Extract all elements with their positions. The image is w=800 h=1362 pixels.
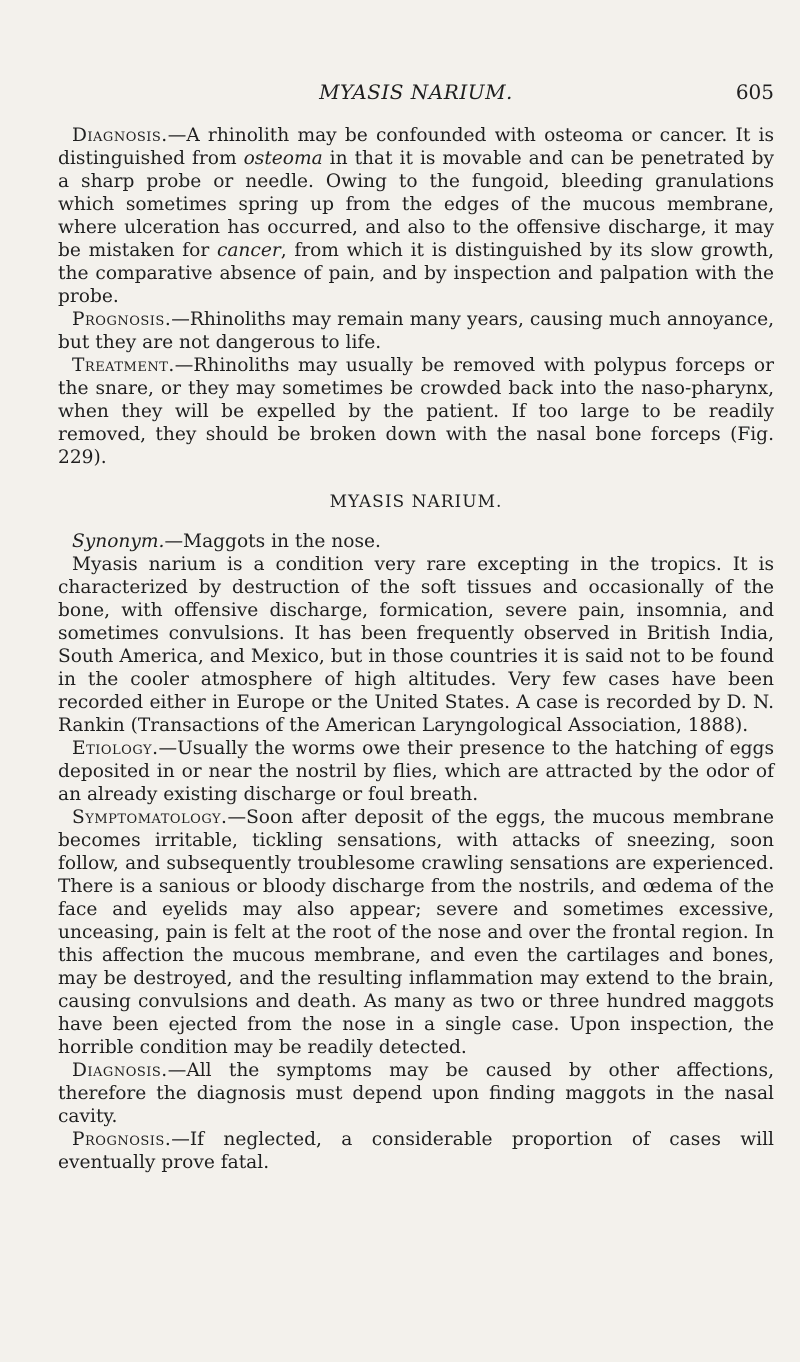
paragraph-text: —All the symptoms may be caused by other affections, therefore the diagnosis must depend upon finding maggots in the nasal cavity.: [58, 1060, 774, 1127]
paragraph-label: Etiology.: [72, 738, 159, 759]
italic-term: cancer: [216, 240, 281, 261]
running-head: [58, 80, 774, 110]
paragraph-prognosis-myasis: [58, 1128, 774, 1174]
paragraph-text: —If neglected, a considerable proportion of cases will eventually prove fatal.: [58, 1129, 774, 1173]
paragraph-etiology: [58, 737, 774, 806]
paragraph-label: Synonym.: [72, 531, 165, 552]
paragraph-text: —Rhinoliths may remain many years, causing much annoyance, but they are not dangerous to life.: [58, 309, 774, 353]
section-heading: MYASIS NARIUM.: [329, 492, 503, 512]
paragraph-text: —Soon after deposit of the eggs, the mucous membrane becomes irritable, tickling sensations, with attacks of sneezing, soon follow, and subsequently troublesome crawling sensations are experienced. There is a sanious or bloody discharge from the nostrils, and œdema of the face and eyelids may also appear; severe and sometimes excessive, unceasing, pain is felt at the root of the nose and over the frontal region. In this affection the mucous membrane, and even the cartilages and bones, may be destroyed, and the resulting inflammation may extend to the brain, causing convulsions and death. As many as two or three hundred maggots have been ejected from the nose in a single case. Upon inspection, the horrible condition may be readily detected.: [58, 807, 774, 1058]
paragraph-text: —A rhinolith may be confounded with osteoma or cancer. It is distinguished from: [58, 125, 774, 169]
paragraph-label: Prognosis.: [72, 1129, 172, 1150]
body-text: [58, 124, 774, 1174]
paragraph-text: —Usually the worms owe their presence to the hatching of eggs deposited in or near the nostril by flies, which are attracted by the odor of an already existing discharge or foul breath.: [58, 738, 774, 805]
paragraph-diagnosis-rhinolith: [58, 124, 774, 308]
paragraph-label: Diagnosis.: [72, 1060, 168, 1081]
paragraph-text: in that it is movable and can be penetrated by a sharp probe or needle. Owing to the fungoid, bleeding granulations which sometimes spring up from the edges of the mucous membrane, where ulceration has occurred, and also to the offensive discharge, it may be mistaken for: [58, 148, 774, 261]
italic-term: osteoma: [243, 148, 323, 169]
paragraph-label: Prognosis.: [72, 309, 172, 330]
paragraph-label: Symptomatology.: [72, 807, 228, 828]
page-number: 605: [735, 80, 774, 104]
paragraph-text: —Rhinoliths may usually be removed with polypus forceps or the snare, or they may sometimes be crowded back into the naso-pharynx, when they will be expelled by the patient. If too large to be readily removed, they should be broken down with the nasal bone forceps (Fig. 229).: [58, 355, 774, 468]
paragraph-label: Diagnosis.: [72, 125, 168, 146]
paragraph-synonym: [58, 530, 774, 553]
paragraph-prognosis-rhinolith: [58, 308, 774, 354]
paragraph-treatment-rhinolith: [58, 354, 774, 469]
paragraph-text: —Maggots in the nose.: [164, 531, 381, 552]
paragraph-description: [58, 553, 774, 737]
paragraph-text: , from which it is distinguished by its slow growth, the comparative absence of pain, and by inspection and palpation with the probe.: [58, 240, 775, 307]
paragraph-text: Myasis narium is a condition very rare excepting in the tropics. It is characterized by destruction of the soft tissues and occasionally of the bone, with offensive discharge, formication, severe pain, insomnia, and sometimes convulsions. It has been frequently observed in British India, South America, and Mexico, but in those countries it is said not to be found in the cooler atmosphere of high altitudes. Very few cases have been recorded either in Europe or the United States. A case is recorded by D. N. Rankin (Transactions of the American Laryngological Association, 1888).: [58, 554, 774, 736]
running-title: MYASIS NARIUM.: [319, 80, 513, 104]
paragraph-diagnosis-myasis: [58, 1059, 774, 1128]
paragraph-symptomatology: [58, 806, 774, 1059]
paragraph-label: Treatment.: [72, 355, 175, 376]
